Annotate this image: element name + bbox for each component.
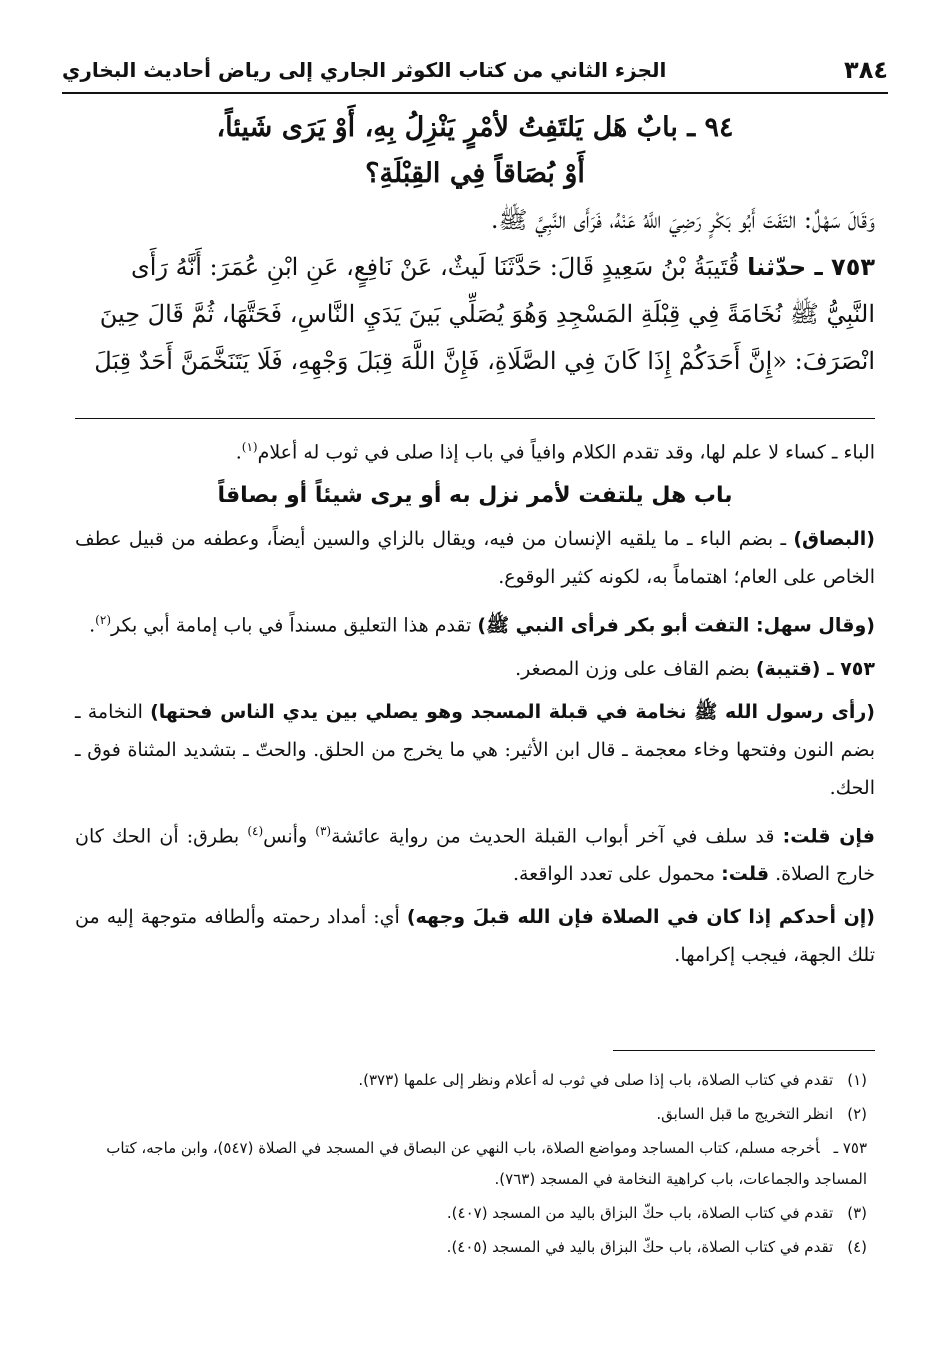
commentary-text: وأنس — [263, 824, 308, 847]
lemma: (رأى رسول الله ﷺ نخامة في قبلة المسجد وهو يصلي بين يدي الناس فحتها) — [150, 700, 875, 723]
footnote-number: (١) — [847, 1071, 867, 1089]
lemma: ٧٥٣ ـ (قتيبة) — [755, 657, 875, 680]
lemma: فإن قلت: — [782, 824, 876, 847]
hadith-number: ٧٥٣ ـ حدّثنا — [747, 253, 875, 281]
lemma: قلت: — [721, 862, 770, 885]
chapter-title-line-2: أَوْ بُصَاقاً فِي القِبْلَةِ؟ — [365, 158, 585, 189]
footnote-ref: (١) — [241, 440, 258, 454]
footnote-text: تقدم في كتاب الصلاة، باب إذا صلى في ثوب له أعلام ونظر إلى علمها (٣٧٣). — [358, 1071, 834, 1089]
hadith-line-1 — [75, 244, 875, 291]
footnote-text: تقدم في كتاب الصلاة، باب حكّ البزاق باليد في المسجد (٤٠٥). — [446, 1238, 834, 1256]
commentary-para-3: (وقال سهل: التفت أبو بكر فرأى النبي ﷺ) تقدم هذا التعليق مسنداً في باب إمامة أبي بكر$^{(٢)}$. — [89, 613, 875, 637]
commentary-text: الباء ـ كساء لا علم لها، وقد تقدم الكلام وافياً في باب إذا صلى في ثوب له أعلام — [257, 441, 875, 464]
lemma: (البصاق) — [793, 528, 875, 551]
footnote-number: (٣) — [847, 1204, 867, 1222]
commentary-para-5 — [75, 693, 875, 807]
footnote-number: (٢) — [847, 1105, 867, 1123]
footnote-ref: (٣) — [315, 823, 332, 838]
footnote-number: (٤) — [847, 1238, 867, 1256]
footnote — [75, 1099, 875, 1130]
commentary-para-2 — [75, 520, 875, 596]
footnote-divider — [613, 1050, 875, 1051]
commentary-text: ـ بضم الباء ـ ما يلقيه الإنسان من فيه، ويقال بالزاي والسين أيضاً، وعطفه من قبيل عطف الخاص على العام؛ اهتماماً به، لكونه كثير الوقوع. — [75, 528, 875, 589]
commentary-text: تقدم هذا التعليق مسنداً في باب إمامة أبي بكر — [111, 614, 472, 637]
commentary-para-6 — [75, 812, 875, 893]
commentary-text: بطرق: أن الحك كان خارج الصلاة. — [75, 824, 875, 885]
commentary-para-7 — [75, 898, 875, 974]
commentary-text: قد سلف في آخر أبواب القبلة الحديث من رواية عائشة — [331, 824, 775, 847]
footnote-number: ٧٥٣ ـ — [833, 1139, 867, 1157]
running-header — [62, 48, 888, 94]
commentary-text: النخامة ـ بضم النون وفتحها وخاء معجمة ـ قال ابن الأثير: هي ما يخرج من الحلق. والحتّ ـ بتشديد المثناة فوق ـ الحك. — [75, 700, 875, 799]
commentary-text: أي: أمداد رحمته وألطافه متوجهة إليه من تلك الجهة، فيجب إكرامها. — [75, 905, 875, 966]
footnote-ref: (٤) — [247, 823, 264, 838]
commentary — [75, 428, 875, 979]
footnote-ref: (٢) — [95, 613, 111, 628]
commentary-para-4 — [75, 650, 875, 688]
lemma: (وقال سهل: التفت أبو بكر فرأى النبي ﷺ) — [477, 614, 875, 637]
section-divider — [75, 418, 875, 419]
footnote-text: أخرجه مسلم، كتاب المساجد ومواضع الصلاة، باب النهي عن البصاق في المسجد في الصلاة (٥٤٧)، وابن ماجه، كتاب المساجد والجماعات، باب كراهية النخامة في المسجد (٧٦٣). — [106, 1139, 867, 1188]
commentary-text: بضم القاف على وزن المصغر. — [515, 657, 750, 680]
footnote — [75, 1198, 875, 1229]
hadith-block — [75, 105, 875, 385]
commentary-heading: باب هل يلتفت لأمر نزل به أو يرى شيئاً أو بصاقاً — [217, 483, 733, 509]
footnote — [75, 1133, 875, 1195]
page-number: ٣٨٤ — [844, 56, 888, 84]
footnote-text: انظر التخريج ما قبل السابق. — [656, 1105, 834, 1123]
footnote — [75, 1232, 875, 1263]
footnote-text: تقدم في كتاب الصلاة، باب حكّ البزاق باليد من المسجد (٤٠٧). — [446, 1204, 834, 1222]
commentary-text: محمول على تعدد الواقعة. — [512, 862, 716, 885]
hadith-line-2: النَّبِيُّ ﷺ نُخَامَةً فِي قِبْلَةِ المَسْجِدِ وَهُوَ يُصَلِّي بَينَ يَدَيِ النَّاسِ، فَحَتَّهَا، ثُمَّ قَالَ حِينَ — [99, 300, 875, 328]
book-title: الجزء الثاني من كتاب الكوثر الجاري إلى رياض أحاديث البخاري — [62, 58, 667, 82]
commentary-para-1: الباء ـ كساء لا علم لها، وقد تقدم الكلام وافياً في باب إذا صلى في ثوب له أعلام$^{(١)}$. — [235, 440, 875, 464]
lemma: (إن أحدكم إذا كان في الصلاة فإن الله قبلَ وجهه) — [406, 905, 875, 928]
hadith-line-3: انْصَرَفَ: «إِنَّ أَحَدَكُمْ إِذَا كَانَ فِي الصَّلَاةِ، فَإِنَّ اللَّهَ قِبَلَ وَجْهِهِ، فَلَا يَتَنَخَّمَنَّ أَحَدٌ قِبَلَ — [94, 347, 875, 375]
footnote — [75, 1065, 875, 1096]
chapter-title-line-1: ٩٤ ـ بابٌ هَل يَلتَفِتُ لأمْرٍ يَنْزِلُ بِهِ، أَوْ يَرَى شَيئاً، — [216, 112, 734, 143]
hadith-text-1: قُتَيبَةُ بْنُ سَعِيدٍ قَالَ: حَدَّثَنَا لَيثٌ، عَنْ نَافِعٍ، عَنِ ابْنِ عُمَرَ: أَنَّهُ رَأَى — [131, 253, 740, 281]
footnotes — [75, 1065, 875, 1266]
suspended-narration: وَقَالَ سَهْلٌ: التَفَتَ أَبُو بَكْرٍ رَضِيَ اللَّهُ عَنْهُ، فَرَأَى النَّبِيَّ ﷺ. — [490, 206, 875, 234]
